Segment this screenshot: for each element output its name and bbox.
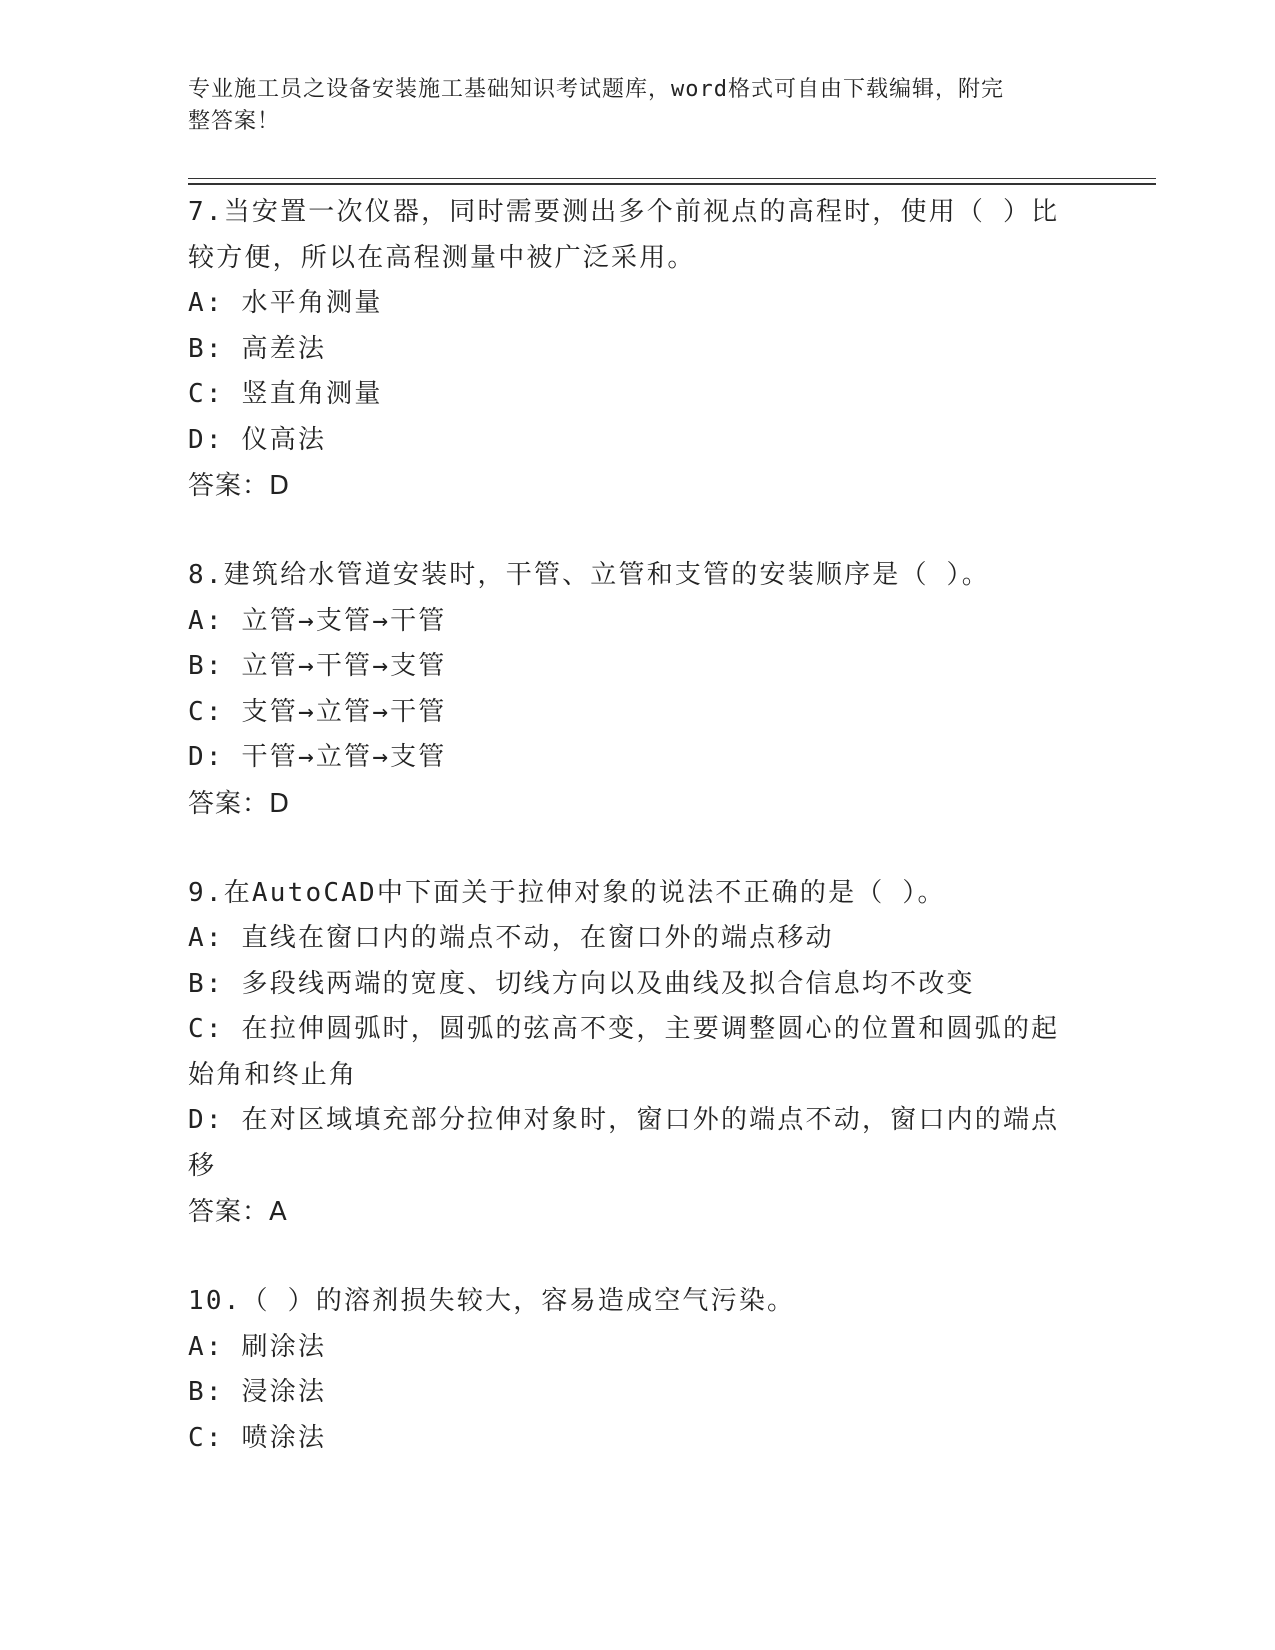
option-a: A: 立管→支管→干管 [188, 605, 447, 636]
option-d: D: 干管→立管→支管 [188, 742, 447, 772]
document-header [188, 74, 1068, 138]
option-d: D: 在对区域填充部分拉伸对象时，窗口外的端点不动，窗口内的端点 [188, 1105, 1060, 1135]
question-7 [188, 190, 1078, 509]
answer-line: 答案：A [188, 1197, 288, 1227]
option-c: C: 喷涂法 [188, 1422, 327, 1453]
option-b: B: 立管→干管→支管 [188, 651, 447, 681]
option-a: A: 直线在窗口内的端点不动，在窗口外的端点移动 [188, 923, 834, 953]
header-rule-thick [188, 183, 1156, 185]
option-d: D: 仪高法 [188, 424, 327, 455]
option-c: C: 在拉伸圆弧时，圆弧的弦高不变，主要调整圆心的位置和圆弧的起 [188, 1014, 1060, 1044]
option-b: B: 多段线两端的宽度、切线方向以及曲线及拟合信息均不改变 [188, 968, 975, 999]
question-stem: 9.在AutoCAD中下面关于拉伸对象的说法不正确的是（ ）。 [188, 877, 946, 908]
question-list [188, 190, 1078, 1505]
question-8 [188, 553, 1078, 827]
header-line-1: 专业施工员之设备安装施工基础知识考试题库，word格式可自由下载编辑，附完 [188, 77, 1004, 102]
question-9 [188, 871, 1078, 1236]
option-c: C: 竖直角测量 [188, 379, 383, 409]
answer-line: 答案：D [188, 471, 291, 501]
question-stem: 8.建筑给水管道安装时，干管、立管和支管的安装顺序是（ ）。 [188, 560, 990, 590]
option-b: B: 高差法 [188, 333, 327, 364]
option-a: A: 刷涂法 [188, 1331, 327, 1362]
option-a: A: 水平角测量 [188, 288, 383, 318]
header-line-2: 整答案！ [188, 109, 281, 134]
header-rule-thin [188, 178, 1156, 179]
option-b: B: 浸涂法 [188, 1377, 327, 1407]
question-stem: 7.当安置一次仪器，同时需要测出多个前视点的高程时，使用（ ）比 [188, 197, 1060, 227]
option-c-continued: 始角和终止角 [188, 1059, 358, 1090]
question-stem-continued: 较方便，所以在高程测量中被广泛采用。 [188, 242, 696, 273]
option-d-continued: 移 [188, 1150, 217, 1181]
question-stem: 10.（ ）的溶剂损失较大，容易造成空气污染。 [188, 1286, 796, 1316]
question-10 [188, 1279, 1078, 1461]
option-c: C: 支管→立管→干管 [188, 696, 447, 727]
answer-line: 答案：D [188, 788, 291, 819]
